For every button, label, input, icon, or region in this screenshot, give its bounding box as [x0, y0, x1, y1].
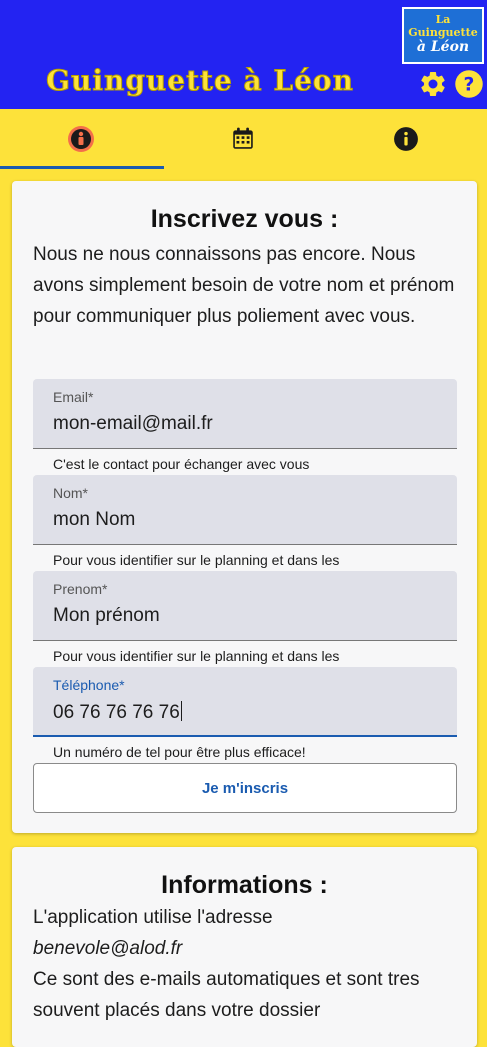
telephone-value: 06 76 76 76 76 [53, 702, 180, 723]
tab-bar [0, 109, 487, 169]
nom-helper: Pour vous identifier sur le planning et dans les [53, 552, 340, 568]
svg-text:?: ? [463, 74, 475, 96]
nom-label: Nom* [53, 485, 89, 501]
help-circle-icon[interactable] [454, 69, 484, 99]
active-tab-indicator [0, 166, 164, 169]
signup-button[interactable]: Je m'inscris [33, 763, 457, 813]
logo-line2: Guinguette [408, 26, 478, 39]
telephone-label: Téléphone* [53, 677, 125, 693]
calendar-icon [230, 126, 256, 152]
email-input[interactable]: mon-email@mail.fr [53, 413, 213, 434]
email-helper: C'est le contact pour échanger avec vous [53, 456, 310, 472]
tab-planning[interactable] [162, 109, 324, 169]
text-cursor [181, 701, 182, 721]
nom-field[interactable] [33, 475, 457, 545]
informations-line1: L'application utilise l'adresse [33, 907, 273, 928]
informations-title: Informations : [161, 871, 328, 899]
gear-icon[interactable] [418, 69, 448, 99]
prenom-helper: Pour vous identifier sur le planning et dans les [53, 648, 340, 664]
telephone-input[interactable] [53, 701, 182, 724]
email-label: Email* [53, 389, 94, 405]
informations-text [33, 902, 463, 1026]
app-title: Guinguette à Léon [46, 64, 354, 97]
telephone-helper: Un numéro de tel pour être plus efficace! [53, 744, 306, 760]
tab-inscription[interactable] [0, 109, 162, 169]
telephone-field[interactable] [33, 667, 457, 737]
info-icon [393, 126, 419, 152]
signup-card [12, 181, 477, 833]
tab-informations[interactable] [325, 109, 487, 169]
prenom-field[interactable] [33, 571, 457, 641]
informations-email: benevole@alod.fr [33, 938, 183, 959]
signup-title: Inscrivez vous : [150, 205, 339, 233]
logo-line1: La [435, 13, 451, 26]
app-logo [402, 7, 484, 64]
prenom-input[interactable]: Mon prénom [53, 605, 160, 626]
informations-line3: Ce sont des e-mails automatiques et sont tres souvent placés dans votre dossier [33, 969, 420, 1021]
person-info-icon [67, 125, 95, 153]
email-field[interactable] [33, 379, 457, 449]
nom-input[interactable]: mon Nom [53, 509, 136, 530]
signup-intro: Nous ne nous connaissons pas encore. Nous avons simplement besoin de votre nom et prénom pour communiquer plus poliement avec vous. [33, 244, 455, 327]
logo-line3: à Léon [416, 39, 470, 55]
app-header [0, 0, 487, 109]
informations-card [12, 847, 477, 1047]
prenom-label: Prenom* [53, 581, 108, 597]
